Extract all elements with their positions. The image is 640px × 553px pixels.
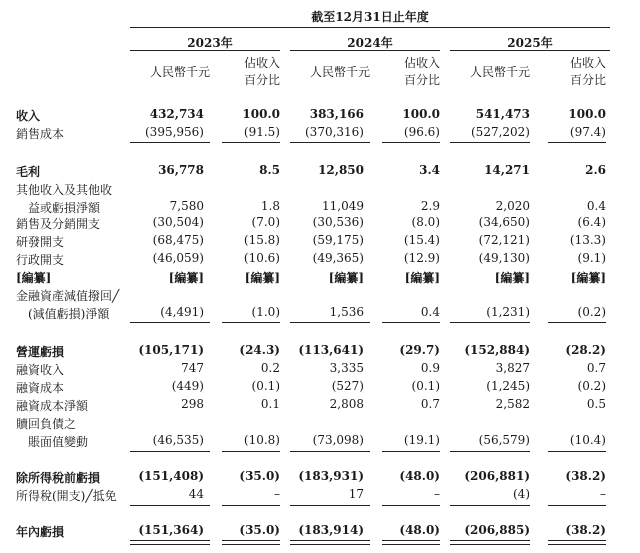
percent-cell: (48.0): [399, 469, 440, 483]
subtotal-rule: [290, 322, 370, 323]
subtotal-rule: [130, 322, 210, 323]
percent-cell: (48.0): [399, 523, 440, 537]
subtotal-rule: [290, 451, 370, 452]
row-label: 銷售及分銷開支: [16, 217, 101, 231]
pct-unit-line2: 百分比: [243, 73, 280, 87]
amount-cell: (56,579): [478, 433, 530, 447]
amount-cell: (59,175): [312, 233, 364, 247]
subtotal-rule: [382, 505, 440, 506]
amount-cell: 17: [348, 487, 364, 501]
percent-cell: (38.2): [565, 469, 606, 483]
subtotal-rule: [382, 142, 440, 143]
amount-cell: (49,130): [478, 251, 530, 265]
percent-cell: (10.8): [243, 433, 280, 447]
subtotal-rule: [382, 322, 440, 323]
amount-cell: 747: [181, 361, 204, 375]
amount-cell: (72,121): [478, 233, 530, 247]
subtotal-rule: [222, 505, 280, 506]
percent-cell: (24.3): [239, 343, 280, 357]
year-2024: 2024年: [347, 36, 393, 50]
percent-cell: (1.0): [251, 305, 280, 319]
percent-cell: (0.1): [411, 379, 440, 393]
row-label: 贖回負債之: [16, 417, 77, 431]
row-label: 行政開支: [16, 253, 65, 267]
percent-cell: [編纂]: [404, 271, 440, 285]
percent-cell: (12.9): [403, 251, 440, 265]
row-label: 賬面值變動: [16, 435, 89, 449]
amount-cell: (370,316): [305, 125, 364, 139]
pct-unit-2024: [380, 55, 440, 89]
amount-cell: (34,650): [478, 215, 530, 229]
percent-cell: 0.4: [420, 305, 440, 319]
percent-cell: –: [274, 487, 280, 501]
percent-cell: [編纂]: [570, 271, 606, 285]
percent-cell: (10.4): [569, 433, 606, 447]
percent-cell: 0.7: [586, 361, 606, 375]
amount-cell: 2,808: [329, 397, 364, 411]
percent-cell: –: [600, 487, 606, 501]
percent-cell: 8.5: [259, 163, 280, 177]
unit-2024: 人民幣千元: [309, 65, 370, 79]
subtotal-rule: [548, 322, 606, 323]
percent-cell: (9.1): [577, 251, 606, 265]
amount-cell: 2,020: [495, 199, 530, 213]
row-label: 年內虧損: [16, 525, 65, 539]
amount-cell: (151,364): [138, 523, 204, 537]
percent-cell: –: [434, 487, 440, 501]
percent-cell: (15.8): [243, 233, 280, 247]
row-label: [編纂]: [16, 271, 52, 285]
percent-cell: 100.0: [568, 107, 606, 121]
amount-cell: 12,850: [318, 163, 364, 177]
year-2023: 2023年: [187, 36, 233, 50]
total-double-rule: [382, 540, 440, 545]
amount-cell: (30,536): [312, 215, 364, 229]
row-label: 融資成本淨額: [16, 399, 89, 413]
row-label: 研發開支: [16, 235, 65, 249]
percent-cell: (91.5): [243, 125, 280, 139]
total-double-rule: [290, 540, 370, 545]
row-label: 毛利: [16, 165, 41, 179]
percent-cell: (0.2): [577, 305, 606, 319]
percent-cell: (28.2): [565, 343, 606, 357]
percent-cell: 3.4: [419, 163, 440, 177]
amount-cell: 3,827: [495, 361, 530, 375]
subtotal-rule: [290, 142, 370, 143]
percent-cell: (38.2): [565, 523, 606, 537]
percent-cell: 2.6: [585, 163, 606, 177]
percent-cell: (0.2): [577, 379, 606, 393]
header-rule: [130, 27, 610, 28]
amount-cell: (206,885): [464, 523, 530, 537]
subtotal-rule: [290, 505, 370, 506]
percent-cell: (29.7): [399, 343, 440, 357]
total-double-rule: [222, 540, 280, 545]
subtotal-rule: [222, 142, 280, 143]
subtotal-rule: [222, 322, 280, 323]
subtotal-rule: [130, 451, 210, 452]
subtotal-rule: [548, 505, 606, 506]
amount-cell: [編纂]: [494, 271, 530, 285]
amount-cell: 3,335: [329, 361, 364, 375]
percent-cell: (0.1): [251, 379, 280, 393]
amount-cell: (527): [331, 379, 364, 393]
percent-cell: (7.0): [251, 215, 280, 229]
subtotal-rule: [222, 451, 280, 452]
amount-cell: (449): [171, 379, 204, 393]
amount-cell: (73,098): [312, 433, 364, 447]
percent-cell: 0.5: [586, 397, 606, 411]
percent-cell: 0.9: [420, 361, 440, 375]
amount-cell: 14,271: [484, 163, 530, 177]
amount-cell: (49,365): [312, 251, 364, 265]
amount-cell: [編纂]: [328, 271, 364, 285]
percent-cell: 100.0: [402, 107, 440, 121]
pct-unit-line2: 百分比: [403, 73, 440, 87]
amount-cell: (68,475): [152, 233, 204, 247]
total-double-rule: [130, 540, 210, 545]
subtotal-rule: [548, 142, 606, 143]
subtotal-rule: [548, 451, 606, 452]
amount-cell: (183,914): [298, 523, 364, 537]
amount-cell: 1,536: [329, 305, 364, 319]
row-label: 除所得稅前虧損: [16, 471, 101, 485]
amount-cell: (395,956): [145, 125, 204, 139]
percent-cell: 100.0: [242, 107, 280, 121]
amount-cell: 44: [188, 487, 204, 501]
subtotal-rule: [450, 505, 530, 506]
amount-cell: (1,231): [486, 305, 530, 319]
period-header: 截至12月31日止年度: [311, 10, 429, 24]
year-rule-2023: [130, 50, 280, 51]
percent-cell: (15.4): [403, 233, 440, 247]
row-label: (減值虧損)淨額: [16, 307, 110, 321]
percent-cell: [編纂]: [244, 271, 280, 285]
year-2025: 2025年: [507, 36, 553, 50]
percent-cell: (10.6): [243, 251, 280, 265]
year-rule-2025: [450, 50, 610, 51]
amount-cell: (1,245): [486, 379, 530, 393]
amount-cell: 541,473: [475, 107, 530, 121]
amount-cell: (4,491): [160, 305, 204, 319]
amount-cell: 36,778: [158, 163, 204, 177]
amount-cell: (4): [513, 487, 530, 501]
pct-unit-2025: [546, 55, 606, 89]
percent-cell: 0.1: [260, 397, 280, 411]
pct-unit-line1: 佔收入: [403, 56, 440, 70]
unit-2025: 人民幣千元: [469, 65, 530, 79]
amount-cell: (113,641): [298, 343, 364, 357]
row-label: 金融資產減值撥回╱: [16, 289, 120, 303]
percent-cell: (35.0): [239, 469, 280, 483]
percent-cell: 0.2: [260, 361, 280, 375]
amount-cell: 11,049: [322, 199, 364, 213]
amount-cell: (183,931): [298, 469, 364, 483]
row-label: 融資收入: [16, 363, 65, 377]
amount-cell: 298: [181, 397, 204, 411]
subtotal-rule: [450, 142, 530, 143]
amount-cell: (152,884): [464, 343, 530, 357]
amount-cell: (30,504): [152, 215, 204, 229]
year-rule-2024: [290, 50, 440, 51]
amount-cell: (46,059): [152, 251, 204, 265]
subtotal-rule: [130, 142, 210, 143]
amount-cell: (46,535): [152, 433, 204, 447]
percent-cell: (13.3): [569, 233, 606, 247]
amount-cell: 7,580: [169, 199, 204, 213]
percent-cell: 1.8: [260, 199, 280, 213]
pct-unit-line2: 百分比: [569, 73, 606, 87]
subtotal-rule: [130, 505, 210, 506]
amount-cell: 383,166: [309, 107, 364, 121]
percent-cell: 0.7: [420, 397, 440, 411]
pct-unit-line1: 佔收入: [243, 56, 280, 70]
subtotal-rule: [450, 451, 530, 452]
amount-cell: 432,734: [149, 107, 204, 121]
percent-cell: 0.4: [586, 199, 606, 213]
subtotal-rule: [450, 322, 530, 323]
pct-unit-line1: 佔收入: [569, 56, 606, 70]
amount-cell: [編纂]: [168, 271, 204, 285]
row-label: 融資成本: [16, 381, 65, 395]
amount-cell: (151,408): [138, 469, 204, 483]
amount-cell: (105,171): [138, 343, 204, 357]
row-label: 營運虧損: [16, 345, 65, 359]
percent-cell: 2.9: [420, 199, 440, 213]
amount-cell: 2,582: [495, 397, 530, 411]
total-double-rule: [548, 540, 606, 545]
row-label: 其他收入及其他收: [16, 183, 113, 197]
percent-cell: (96.6): [403, 125, 440, 139]
amount-cell: (527,202): [471, 125, 530, 139]
unit-2023: 人民幣千元: [149, 65, 210, 79]
percent-cell: (97.4): [569, 125, 606, 139]
row-label: 銷售成本: [16, 127, 65, 141]
row-label: 所得稅(開支)╱抵免: [16, 489, 117, 503]
subtotal-rule: [382, 451, 440, 452]
total-double-rule: [450, 540, 530, 545]
percent-cell: (6.4): [577, 215, 606, 229]
pct-unit-2023: [220, 55, 280, 89]
percent-cell: (8.0): [411, 215, 440, 229]
percent-cell: (19.1): [403, 433, 440, 447]
amount-cell: (206,881): [464, 469, 530, 483]
row-label: 益或虧損淨額: [16, 201, 101, 215]
percent-cell: (35.0): [239, 523, 280, 537]
row-label: 收入: [16, 109, 41, 123]
